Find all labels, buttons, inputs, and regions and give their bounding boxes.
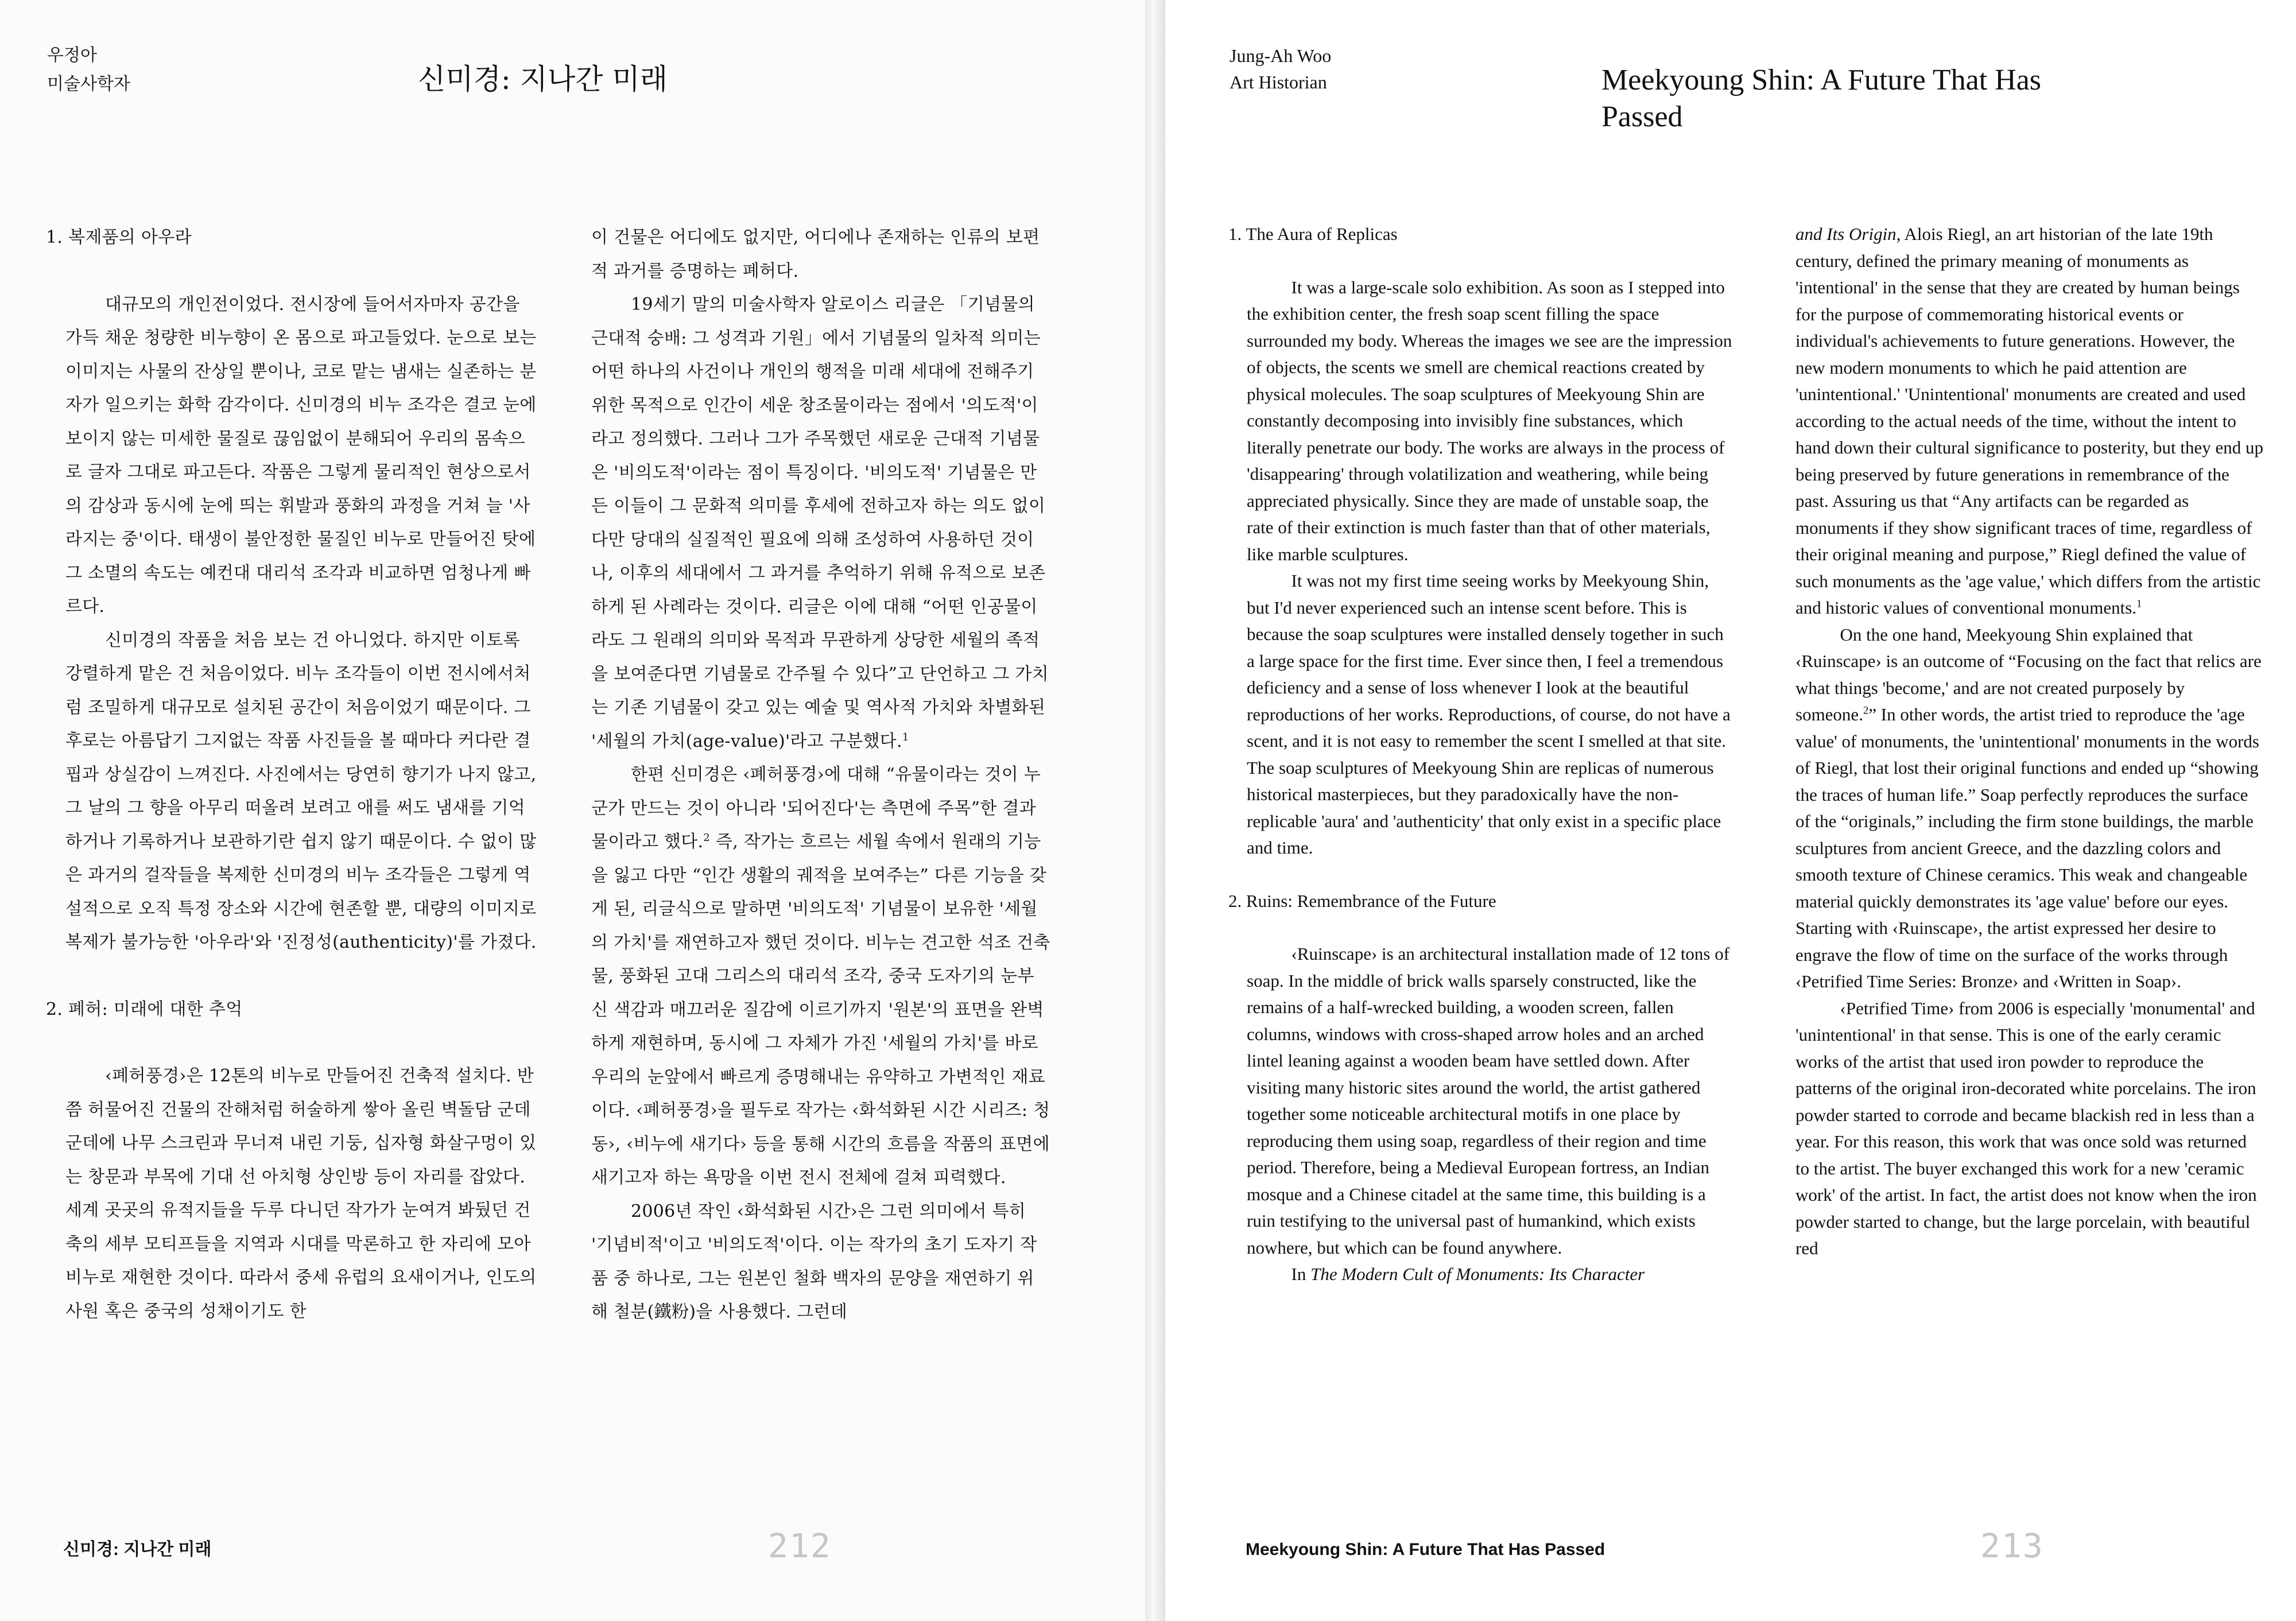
paragraph: ‹폐허풍경›은 12톤의 비누로 만들어진 건축적 설치다. 반쯤 허물어진 건물의 잔해처럼 허술하게 쌓아 올린 벽돌담 군데군데에 나무 스크린과 무너져 내린 기둥, 십자형 화살구멍이 있는 창문과 부목에 기대 선 아치형 상인방 등이 자리를 잡았다. 세계 곳곳의 유적지들을 두루 다니던 작가가 눈여겨 봐뒀던 건축의 세부 모티프들을 지역과 시대를 막론하고 한 자리에 모아 비누로 재현한 것이다. 따라서 중세 유럽의 요새이거나, 인도의 사원 혹은 중국의 성채이기도 한 — [65, 1066, 537, 1321]
paragraph: On the one hand, Meekyoung Shin explained that ‹Ruinscape› is an outcome of “Focusing on the fact that relics are what things 'become,' and are not created purposely by someone.$^2$” In other words, the artist tried to reproduce the 'age value' of monuments, the 'unintentional' monuments in the words of Riegl, that lost their original functions and ended up “showing the traces of human life.” Soap perfectly reproduces the surface of the “originals,” including the firm stone buildings, the marble sculptures from ancient Greece, and the dazzling colors and smooth texture of Chinese ceramics. This weak and changeable material quickly demonstrates its 'age value' before our eyes. Starting with ‹Ruinscape›, the artist expressed her desire to engrave the flow of time on the surface of the works through ‹Petrified Time Series: Bronze› and ‹Written in Soap›. — [1795, 624, 2262, 991]
paragraph: 19세기 말의 미술사학자 알로이스 리글은 「기념물의 근대적 숭배: 그 성격과 기원」에서 기념물의 일차적 의미는 어떤 하나의 사건이나 개인의 행적을 미래 세대에 전해주기 위한 목적으로 인간이 세운 창조물이라는 점에서 '의도적'이라고 정의했다. 그러나 그가 주목했던 새로운 근대적 기념물은 '비의도적'이라는 점이 특징이다. '비의도적' 기념물은 만든 이들이 그 문화적 의미를 후세에 전하고자 하는 의도 없이 다만 당대의 실질적인 필요에 의해 조성하여 사용하던 것이나, 이후의 세대에서 그 과거를 추억하기 위해 유적으로 보존하게 된 사례라는 것이다. 리글은 이에 대해 “어떤 인공물이라도 그 원래의 의미와 목적과 무관하게 상당한 세월의 족적을 보여준다면 기념물로 간주될 수 있다”고 단언하고 그 가치는 기존 기념물이 갖고 있는 예술 및 역사적 가치와 차별화된 '세월의 가치(age-value)'라고 구분했다.$^1$ — [591, 294, 1049, 751]
footnote-ref: 2 — [1863, 704, 1869, 717]
author-block — [1230, 42, 1331, 95]
right-column-2 — [1795, 221, 2263, 1262]
page-title: 신미경: 지나간 미래 — [418, 63, 668, 96]
paragraph: 한편 신미경은 ‹폐허풍경›에 대해 “유물이라는 것이 누군가 만드는 것이 아니라 '되어진다'는 측면에 주목”한 결과물이라고 했다.$^2$ 즉, 작가는 흐르는 세월 속에서 원래의 기능을 잃고 다만 “인간 생활의 궤적을 보여주는” 다른 기능을 갖게 된, 리글식으로 말하면 '비의도적' 기념물이 보유한 '세월의 가치'를 재연하고자 했던 것이다. 비누는 견고한 석조 건축물, 풍화된 고대 그리스의 대리석 조각, 중국 도자기의 눈부신 색감과 매끄러운 질감에 이르기까지 '원본'의 표면을 완벽하게 재현하며, 동시에 그 자체가 가진 '세월의 가치'를 바로 우리의 눈앞에서 빠르게 증명해내는 유약하고 가변적인 재료이다. ‹폐허풍경›을 필두로 작가는 ‹화석화된 시간 시리즈: 청동›, ‹비누에 새기다› 등을 통해 시간의 흐름을 작품의 표면에 새기고자 하는 욕망을 이번 전시 전체에 걸쳐 피력했다. — [591, 765, 1050, 1188]
section-heading: 2. 폐허: 미래에 대한 추억 — [46, 999, 243, 1019]
paragraph: It was a large-scale solo exhibition. As soon as I stepped into the exhibition center, the fresh soap scent filling the space surrounded my body. Whereas the images we see are the impression of objects, the scents we smell are chemical reactions created by physical molecules. The soap sculptures of Meekyoung Shin are constantly decomposing into invisibly fine substances, which literally penetrate our body. The works are always in the process of 'disappearing' through volatilization and weathering, while being appreciated physically. Since they are made of unstable soap, the rate of their extinction is much faster than that of other materials, like marble sculptures. — [1247, 277, 1732, 564]
running-footer-title: Meekyoung Shin: A Future That Has Passed — [1246, 1540, 1605, 1559]
paragraph: ‹Ruinscape› is an architectural installation made of 12 tons of soap. In the middle of brick walls sparsely constructed, like the remains of a half-wrecked building, a wooden screen, fallen columns, windows with cross-shaped arrow holes and an arched lintel leaning against a wooden beam have settled down. After visiting many historic sites around the world, the artist gathered together some noticeable architectural motifs in one place by reproducing them using soap, regardless of their region and time period. Therefore, being a Medieval European fortress, an Indian mosque and a Chinese citadel at the same time, this building is a ruin testifying to the universal past of humankind, which exists nowhere, but which can be found anywhere. — [1247, 944, 1730, 1258]
paragraph: It was not my first time seeing works by Meekyoung Shin, but I'd never experienced such an intense scent before. This is because the soap sculptures were installed densely together in such a large space for the first time. Ever since then, I feel a tremendous deficiency and a sense of loss whenever I look at the beautiful reproductions of her works. Reproductions, of course, do not have a scent, and it is not easy to remember the scent I smelled at that site. The soap sculptures of Meekyoung Shin are replicas of numerous historical masterpieces, but they paradoxically have the non-replicable 'aura' and 'authenticity' that only exist in a specific place and time. — [1247, 571, 1731, 858]
page-title: Meekyoung Shin: A Future That Has Passed — [1601, 64, 2042, 133]
left-page — [0, 0, 1145, 1621]
section-heading: 1. The Aura of Replicas — [1228, 224, 1398, 244]
paragraph: and Its Origin, Alois Riegl, an art historian of the late 19th century, defined the primary meaning of monuments as 'intentional' in the sense that they are created by human beings for the purpose of commemorating historical events or individual's achievements to future generations. However, the new modern monuments to which he paid attention are 'unintentional.' 'Unintentional' monuments are created and used according to the actual needs of the time, without the intent to hand down their cultural significance to posterity, but they end up being preserved by future generations in remembrance of the past. Assuring us that “Any artifacts can be regarded as monuments if they show significant traces of time, regardless of their original meaning and purpose,” Riegl defined the value of such monuments as the 'age value,' which differs from the artistic and historic values of conventional monuments.$^1$ — [1795, 224, 2263, 618]
author-name: 우정아 — [47, 45, 97, 65]
page-number: 213 — [1980, 1526, 2044, 1565]
author-name: Jung-Ah Woo — [1230, 45, 1332, 66]
author-block — [47, 41, 130, 99]
footnote-ref: 1 — [902, 731, 909, 743]
paragraph: 신미경의 작품을 처음 보는 건 아니었다. 하지만 이토록 강렬하게 맡은 건 처음이었다. 비누 조각들이 이번 전시에서처럼 조밀하게 대규모로 설치된 공간이 처음이었기 때문이다. 그 후로는 아름답기 그지없는 작품 사진들을 볼 때마다 커다란 결핍과 상실감이 느껴진다. 사진에서는 당연히 향기가 나지 않고, 그 날의 그 향을 아무리 떠올려 보려고 애를 써도 냄새를 기억하거나 기록하거나 보관하기란 쉽지 않기 때문이다. 수 없이 많은 과거의 걸작들을 복제한 신미경의 비누 조각들은 그렇게 역설적으로 오직 특정 장소와 시간에 현존할 뿐, 대량의 이미지로 복제가 불가능한 '아우라'와 '진정성(authenticity)'를 가졌다. — [65, 630, 537, 952]
right-column-1 — [1228, 221, 1733, 1288]
paragraph: 이 건물은 어디에도 없지만, 어디에나 존재하는 인류의 보편적 과거를 증명하는 폐허다. — [591, 227, 1040, 281]
section-heading: 1. 복제품의 아우라 — [46, 227, 192, 247]
left-column-2 — [591, 221, 1050, 1329]
footnote-ref: 1 — [2136, 598, 2142, 610]
paragraph: In The Modern Cult of Monuments: Its Character — [1291, 1264, 1645, 1284]
running-footer-title: 신미경: 지나간 미래 — [63, 1540, 212, 1559]
right-page — [1165, 0, 2296, 1621]
section-heading: 2. Ruins: Remembrance of the Future — [1228, 890, 1496, 911]
author-role: 미술사학자 — [47, 74, 130, 94]
paragraph: 2006년 작인 ‹화석화된 시간›은 그런 의미에서 특히 '기념비적'이고 '비의도적'이다. 이는 작가의 초기 도자기 작품 중 하나로, 그는 원본인 철화 백자의 문양을 재연하기 위해 철분(鐵粉)을 사용했다. 그런데 — [591, 1201, 1037, 1322]
footnote-ref: 2 — [703, 832, 711, 844]
paragraph: ‹Petrified Time› from 2006 is especially 'monumental' and 'unintentional' in that sense. This is one of the early ceramic works of the artist that used iron powder to reproduce the patterns of the original iron-decorated white porcelains. The iron powder started to corrode and became blackish red in less than a year. For this reason, this work that was once sold was returned to the artist. The buyer exchanged this work for a new 'ceramic work' of the artist. In fact, the artist does not know when the iron powder started to change, but the large porcelain, with beautiful red — [1795, 998, 2257, 1258]
paragraph: 대규모의 개인전이었다. 전시장에 들어서자마자 공간을 가득 채운 청량한 비누향이 온 몸으로 파고들었다. 눈으로 보는 이미지는 사물의 잔상일 뿐이나, 코로 맡는 냄새는 실존하는 분자가 일으키는 화학 감각이다. 신미경의 비누 조각은 결코 눈에 보이지 않는 미세한 물질로 끊임없이 분해되어 우리의 몸속으로 글자 그대로 파고든다. 작품은 그렇게 물리적인 현상으로서의 감상과 동시에 눈에 띄는 휘발과 풍화의 과정을 거쳐 늘 '사라지는 중'이다. 태생이 불안정한 물질인 비누로 만들어진 탓에 그 소멸의 속도는 예컨대 대리석 조각과 비교하면 엄청나게 빠르다. — [65, 294, 537, 616]
author-role: Art Historian — [1230, 72, 1327, 92]
page-number: 212 — [768, 1526, 832, 1565]
book-gutter — [1145, 0, 1165, 1621]
left-column-1 — [46, 221, 540, 1328]
